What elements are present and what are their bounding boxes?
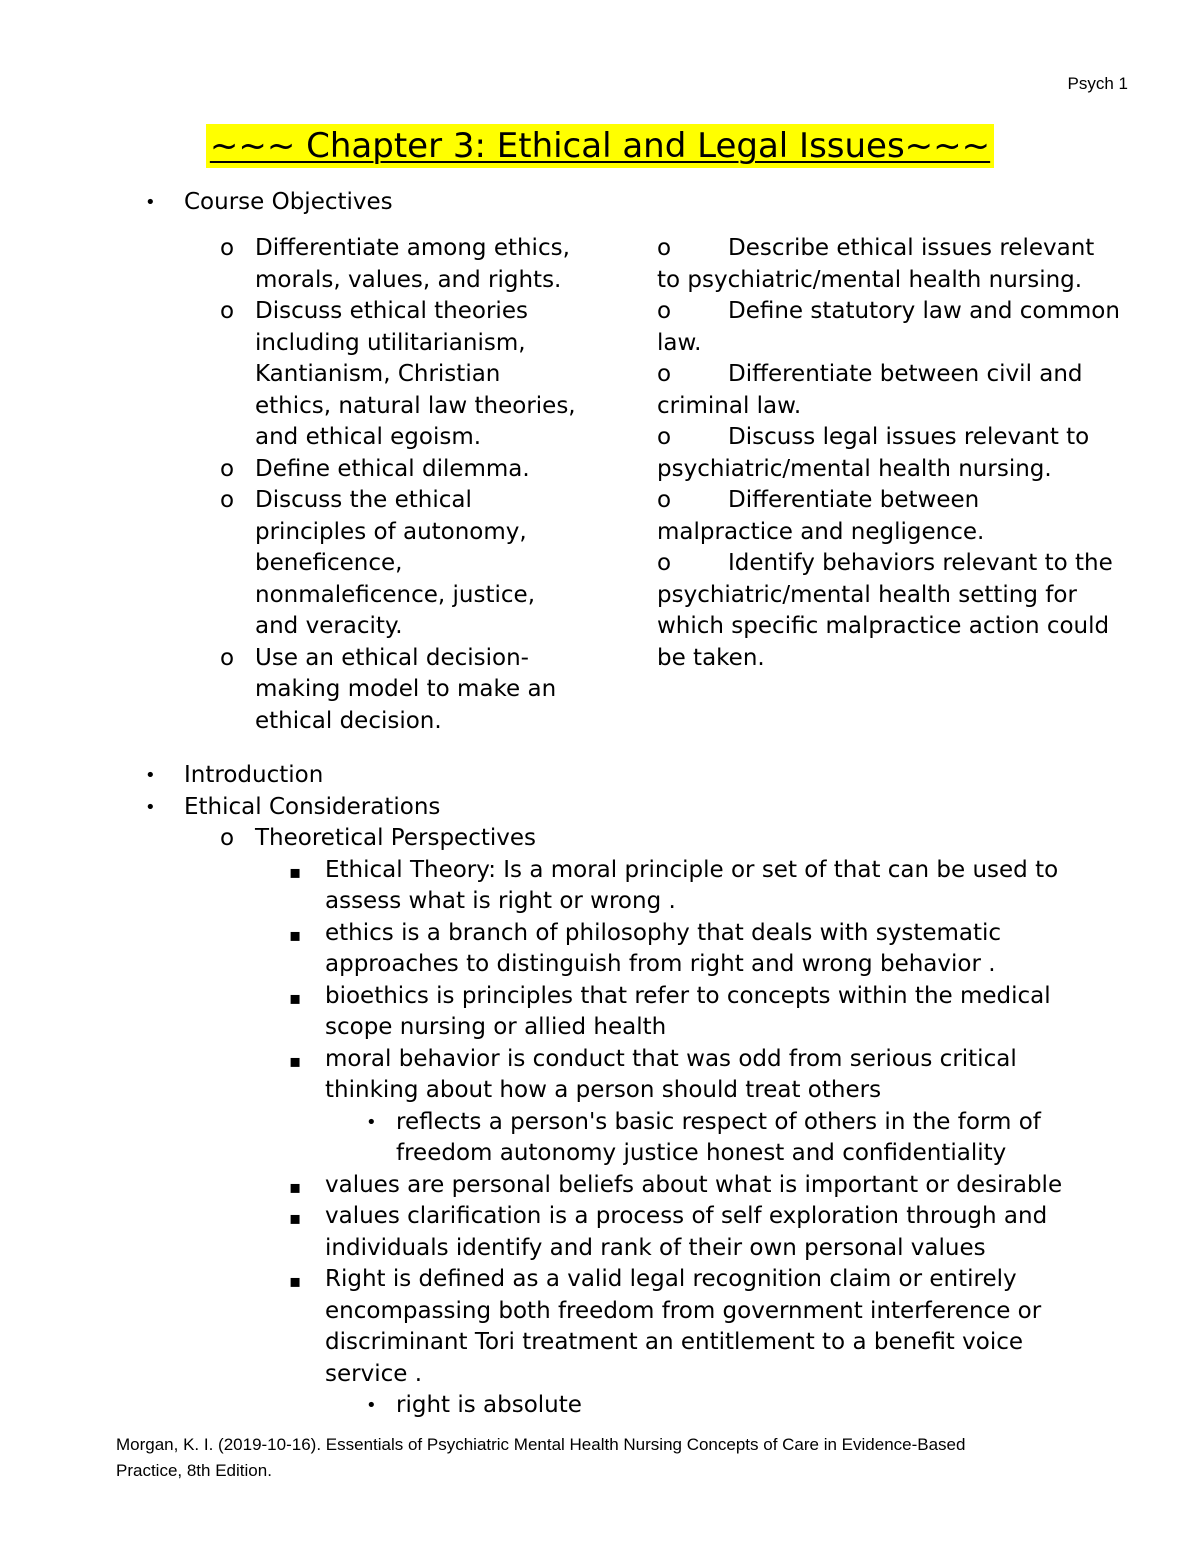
outline-item-line: bioethics is principles that refer to concepts within the medical [325, 982, 1051, 1009]
outline-item-line: ethics is a branch of philosophy that deals with systematic [325, 919, 1002, 946]
outline-item-line: assess what is right or wrong . [325, 888, 676, 914]
objective-line: Describe ethical issues relevant [728, 235, 1095, 261]
outline-item-line: individuals identify and rank of their own personal values [325, 1234, 986, 1261]
square-bullet-icon: ▪ [289, 924, 302, 946]
circle-bullet-icon: o [220, 298, 235, 324]
objective-line: principles of autonomy, [255, 518, 527, 545]
objective-line: Discuss legal issues relevant to [728, 424, 1090, 450]
outline-heading: Ethical Considerations [184, 793, 441, 820]
square-bullet-icon: ▪ [289, 1176, 302, 1198]
bullet-icon: • [145, 765, 156, 786]
circle-bullet-icon: o [220, 455, 235, 482]
outline-item-line: discriminant Tori treatment an entitlement to a benefit voice [325, 1329, 1024, 1355]
objective-line: Define ethical dilemma. [255, 455, 530, 482]
objective-line: beneficence, [255, 550, 403, 576]
circle-bullet-icon: o [657, 487, 672, 513]
outline-item-line: moral behavior is conduct that was odd from serious critical [325, 1045, 1017, 1072]
objective-line: ethical decision. [255, 707, 442, 734]
objective-line: Kantianism, Christian [255, 361, 501, 387]
outline-item-line: encompassing both freedom from government interference or [325, 1297, 1042, 1324]
objective-line: malpractice and negligence. [657, 518, 985, 545]
bullet-icon: • [366, 1395, 377, 1416]
outline-item-line: service . [325, 1360, 423, 1387]
circle-bullet-icon: o [657, 235, 672, 261]
outline-subitem-line: freedom autonomy justice honest and confidentiality [396, 1140, 1007, 1166]
page-title: ~~~ Chapter 3: Ethical and Legal Issues~~~ [206, 124, 994, 168]
objective-line: to psychiatric/mental health nursing. [657, 266, 1083, 293]
objective-line: Define statutory law and common [728, 298, 1120, 324]
outline-item-line: values are personal beliefs about what is important or desirable [325, 1171, 1063, 1198]
objective-line: ethics, natural law theories, [255, 392, 576, 419]
square-bullet-icon: ▪ [289, 1208, 302, 1229]
outline-item-line: thinking about how a person should treat others [325, 1077, 882, 1103]
section-heading: Course Objectives [184, 189, 393, 215]
square-bullet-icon: ▪ [289, 987, 302, 1009]
square-bullet-icon: ▪ [289, 1050, 302, 1072]
outline-heading: Introduction [184, 762, 324, 788]
objective-line: Differentiate among ethics, [255, 235, 570, 261]
bullet-icon: • [145, 796, 156, 818]
citation-line: Morgan, K. I. (2019-10-16). Essentials of Psychiatric Mental Health Nursing Concepts of Care in Evidence-Based [116, 1435, 966, 1454]
square-bullet-icon: ▪ [289, 1271, 302, 1292]
citation-line: Practice, 8th Edition. [116, 1461, 272, 1480]
objective-line: nonmaleficence, justice, [255, 581, 536, 608]
circle-bullet-icon: o [657, 424, 672, 450]
circle-bullet-icon: o [657, 361, 672, 387]
circle-bullet-icon: o [657, 550, 672, 576]
outline-item-line: Right is defined as a valid legal recognition claim or entirely [325, 1266, 1017, 1292]
bullet-icon: • [145, 192, 156, 213]
objective-line: which specific malpractice action could [657, 613, 1110, 639]
objective-line: and veracity. [255, 613, 403, 639]
outline-item-line: values clarification is a process of self exploration through and [325, 1203, 1048, 1229]
title-container [0, 124, 1200, 168]
citation-footer [116, 1432, 1116, 1484]
objective-line: Differentiate between civil and [728, 361, 1083, 387]
outline-subheading: Theoretical Perspectives [255, 825, 536, 851]
objective-line: Discuss ethical theories [255, 298, 528, 324]
objective-line: and ethical egoism. [255, 424, 482, 450]
objective-line: law. [657, 329, 702, 356]
objective-line: Identify behaviors relevant to the [728, 550, 1113, 576]
objective-line: morals, values, and rights. [255, 266, 562, 293]
objective-line: Differentiate between [728, 487, 980, 513]
objective-line: be taken. [657, 644, 765, 671]
circle-bullet-icon: o [657, 298, 672, 324]
objective-line: including utilitarianism, [255, 329, 526, 356]
objective-line: psychiatric/mental health setting for [657, 581, 1077, 608]
circle-bullet-icon: o [220, 644, 235, 671]
objective-line: psychiatric/mental health nursing. [657, 455, 1052, 482]
square-bullet-icon: ▪ [289, 861, 302, 883]
objective-line: making model to make an [255, 676, 557, 702]
outline-subitem-line: right is absolute [396, 1392, 582, 1418]
bullet-icon: • [366, 1111, 377, 1133]
outline-item-line: Ethical Theory: Is a moral principle or set of that can be used to [325, 856, 1059, 883]
circle-bullet-icon: o [220, 825, 235, 851]
objective-line: Use an ethical decision- [255, 644, 529, 671]
outline-item-line: scope nursing or allied health [325, 1014, 667, 1040]
outline-item-line: approaches to distinguish from right and wrong behavior . [325, 951, 996, 977]
objective-line: criminal law. [657, 392, 802, 419]
objective-line: Discuss the ethical [255, 487, 472, 513]
circle-bullet-icon: o [220, 235, 235, 261]
outline-subitem-line: reflects a person's basic respect of others in the form of [396, 1108, 1041, 1135]
circle-bullet-icon: o [220, 487, 235, 513]
page-header: Psych 1 [1067, 74, 1128, 93]
